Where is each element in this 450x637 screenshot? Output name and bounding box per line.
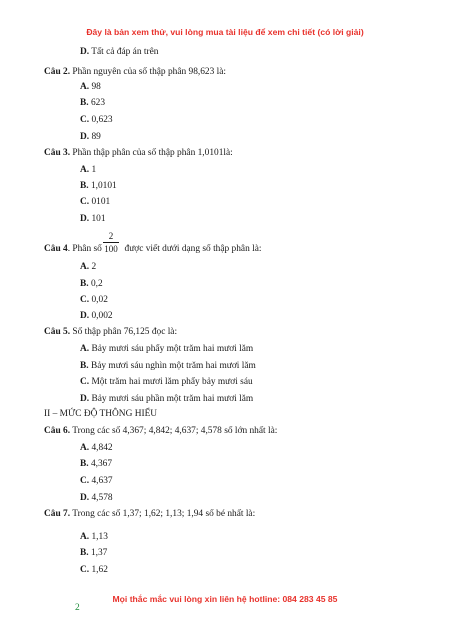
section-heading: II – MỨC ĐỘ THÔNG HIỂU xyxy=(44,409,158,419)
option-label: B. xyxy=(80,279,89,289)
option-line xyxy=(80,197,110,208)
question-label: Câu 5. xyxy=(44,327,71,337)
option-text: 1,37 xyxy=(88,548,108,558)
option-label: C. xyxy=(80,295,90,305)
option-text: 4,637 xyxy=(89,476,113,486)
question-text: Phần thập phân của số thập phân 1,0101là: xyxy=(70,148,233,158)
option-label: D. xyxy=(80,394,90,404)
option-line xyxy=(80,115,113,126)
option-line xyxy=(80,548,107,559)
option-line xyxy=(80,344,253,355)
option-line xyxy=(80,532,108,543)
option-label: D. xyxy=(80,132,90,142)
fraction-bar xyxy=(103,242,119,243)
question-line xyxy=(44,426,277,437)
option-text: Bảy mươi sáu phần một trăm hai mươi lăm xyxy=(89,394,254,404)
option-text: 4,578 xyxy=(89,493,113,503)
option-label: C. xyxy=(80,115,90,125)
question-text: Trong các số 1,37; 1,62; 1,13; 1,94 số bé nhất là: xyxy=(70,509,256,519)
option-line xyxy=(80,262,96,273)
option-label: D. xyxy=(80,214,90,224)
option-text: Bảy mươi sáu phẩy một trăm hai mươi lăm xyxy=(89,344,254,354)
question-line xyxy=(44,67,226,78)
option-label: A. xyxy=(80,165,90,175)
fraction-numerator: 2 xyxy=(108,231,114,241)
option-text: 101 xyxy=(89,214,106,224)
option-line xyxy=(80,47,158,58)
option-line xyxy=(80,181,117,192)
option-text: 1,13 xyxy=(89,532,108,542)
page-number: 2 xyxy=(75,603,80,613)
option-text: 0101 xyxy=(89,197,111,207)
option-label: D. xyxy=(80,47,90,57)
option-label: D. xyxy=(80,493,90,503)
option-line xyxy=(80,132,101,143)
option-line xyxy=(80,279,103,290)
option-text: 0,02 xyxy=(89,295,108,305)
option-text: 1,0101 xyxy=(88,181,117,191)
option-text: 4,842 xyxy=(89,443,113,453)
option-label: A. xyxy=(80,82,90,92)
option-line xyxy=(80,459,112,470)
option-text: 0,002 xyxy=(89,311,113,321)
option-label: B. xyxy=(80,181,89,191)
question-label: Câu 7. xyxy=(44,509,71,519)
option-line xyxy=(80,443,113,454)
hotline-footer: Mọi thắc mắc vui lòng xin liên hệ hotline: 084 283 45 85 xyxy=(112,594,338,604)
option-text: 0,2 xyxy=(88,279,103,289)
option-label: A. xyxy=(80,262,90,272)
option-line xyxy=(80,361,256,372)
option-label: B. xyxy=(80,459,89,469)
option-label: B. xyxy=(80,361,89,371)
option-label: C. xyxy=(80,377,90,387)
option-line xyxy=(80,214,106,225)
option-label: A. xyxy=(80,532,90,542)
option-text: 0,623 xyxy=(89,115,113,125)
option-text: 2 xyxy=(89,262,97,272)
question-label: Câu 4 xyxy=(44,244,68,254)
option-line xyxy=(80,82,101,93)
option-label: A. xyxy=(80,443,90,453)
option-label: D. xyxy=(80,311,90,321)
option-text: 1 xyxy=(89,165,97,175)
option-line xyxy=(80,476,113,487)
question-text: Trong các số 4,367; 4,842; 4,637; 4,578 số lớn nhất là: xyxy=(70,426,278,436)
option-line xyxy=(80,394,253,405)
option-label: C. xyxy=(80,476,90,486)
question-text: Phần nguyên của số thập phân 98,623 là: xyxy=(70,67,227,77)
option-text: 623 xyxy=(88,98,106,108)
preview-header: Đây là bản xem thử, vui lòng mua tài liệu để xem chi tiết (có lời giải) xyxy=(86,27,364,37)
question-label: Câu 2. xyxy=(44,67,71,77)
option-label: C. xyxy=(80,197,90,207)
option-line xyxy=(80,377,253,388)
question-text-after: được viết dưới dạng số thập phân là: xyxy=(122,244,262,254)
question-label: Câu 3. xyxy=(44,148,71,158)
question-line xyxy=(44,327,177,338)
option-label: B. xyxy=(80,548,89,558)
question-label: Câu 6. xyxy=(44,426,71,436)
option-text: 98 xyxy=(89,82,101,92)
option-label: C. xyxy=(80,565,90,575)
question-line xyxy=(44,244,262,255)
option-text: 4,367 xyxy=(88,459,113,469)
option-label: B. xyxy=(80,98,89,108)
fraction-denominator: 100 xyxy=(104,244,118,254)
option-text: Tất cả đáp án trên xyxy=(89,47,159,57)
option-line xyxy=(80,98,105,109)
question-text: Số thập phân 76,125 đọc là: xyxy=(70,327,178,337)
option-line xyxy=(80,311,113,322)
option-label: A. xyxy=(80,344,90,354)
option-text: 89 xyxy=(89,132,101,142)
question-line xyxy=(44,148,233,159)
option-line xyxy=(80,295,108,306)
option-line xyxy=(80,565,108,576)
option-text: 1,62 xyxy=(89,565,108,575)
option-text: Bảy mươi sáu nghìn một trăm hai mươi lăm xyxy=(88,361,256,371)
question-line xyxy=(44,509,255,520)
option-line xyxy=(80,493,113,504)
option-line xyxy=(80,165,96,176)
option-text: Một trăm hai mươi lăm phẩy bảy mươi sáu xyxy=(89,377,253,387)
question-text: . Phân số xyxy=(67,244,105,254)
